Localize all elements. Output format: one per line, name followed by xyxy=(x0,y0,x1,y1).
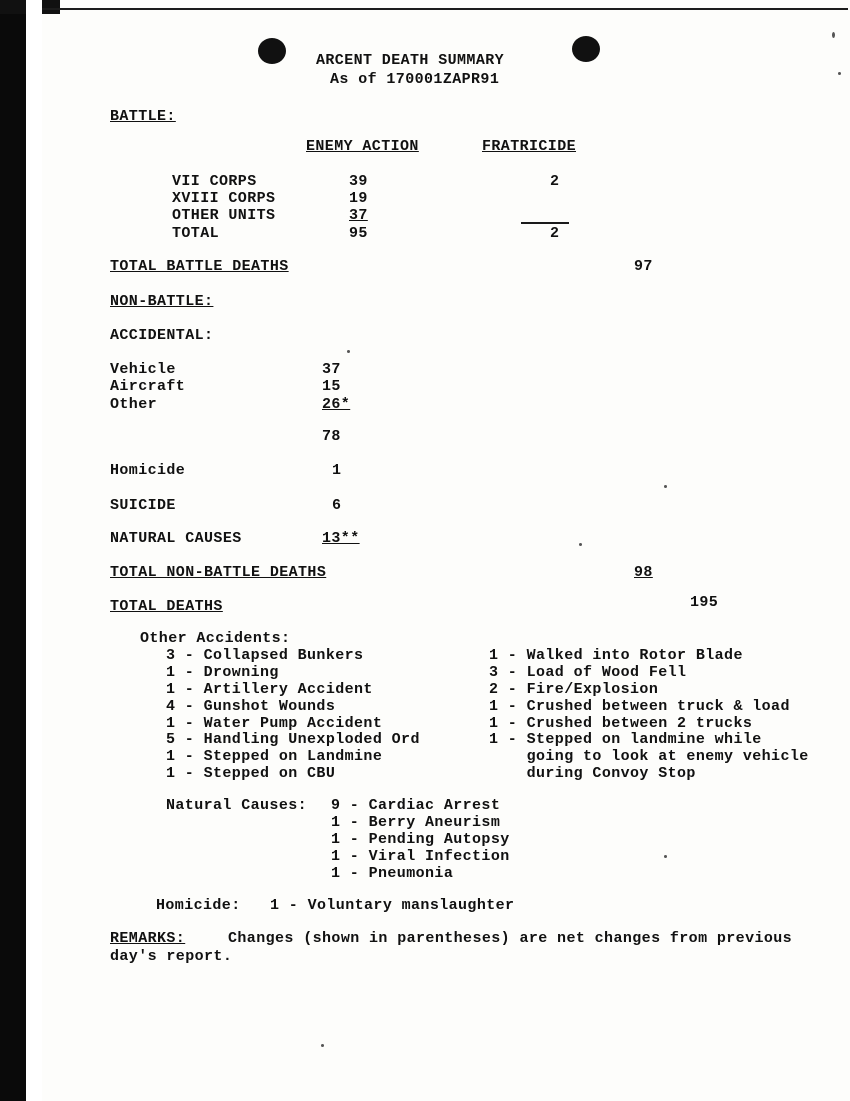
total-deaths-label: TOTAL DEATHS xyxy=(110,598,223,615)
natural-cause-item: 1 - Pending Autopsy xyxy=(331,831,510,848)
natural-causes-label: NATURAL CAUSES xyxy=(110,530,242,547)
natural-causes-value: 13** xyxy=(322,530,360,547)
fratricide-subtotal-rule xyxy=(521,222,569,224)
other-accident-item: 1 - Stepped on Landmine xyxy=(166,748,383,765)
remarks-line-1: Changes (shown in parentheses) are net changes from previous xyxy=(228,930,793,947)
document-title: ARCENT DEATH SUMMARY xyxy=(316,52,505,69)
other-accident-item: 4 - Gunshot Wounds xyxy=(166,698,336,715)
total-deaths-value: 195 xyxy=(690,594,719,611)
battle-row-fratricide: 2 xyxy=(550,225,560,242)
total-battle-deaths-label: TOTAL BATTLE DEATHS xyxy=(110,258,289,275)
homicide-detail-item: 1 - Voluntary manslaughter xyxy=(270,897,515,914)
battle-row-label: XVIII CORPS xyxy=(172,190,276,207)
natural-cause-item: 9 - Cardiac Arrest xyxy=(331,797,501,814)
battle-row-label: VII CORPS xyxy=(172,173,257,190)
remarks-line-2: day's report. xyxy=(110,948,233,965)
non-battle-heading: NON-BATTLE: xyxy=(110,293,214,310)
natural-cause-item: 1 - Pneumonia xyxy=(331,865,454,882)
other-accident-item: 1 - Crushed between 2 trucks xyxy=(489,715,753,732)
battle-row-enemy: 37 xyxy=(349,207,368,224)
battle-row-label: TOTAL xyxy=(172,225,220,242)
natural-causes-detail-heading: Natural Causes: xyxy=(166,797,308,814)
other-accident-item: during Convoy Stop xyxy=(489,765,696,782)
accidental-row-label: Aircraft xyxy=(110,378,186,395)
battle-row-enemy: 19 xyxy=(349,190,368,207)
other-accident-item: 3 - Load of Wood Fell xyxy=(489,664,687,681)
accidental-row-value: 26* xyxy=(322,396,351,413)
other-accident-item: 3 - Collapsed Bunkers xyxy=(166,647,364,664)
other-accident-item: 1 - Artillery Accident xyxy=(166,681,373,698)
accidental-total-value: 78 xyxy=(322,428,341,445)
natural-cause-item: 1 - Viral Infection xyxy=(331,848,510,865)
battle-heading: BATTLE: xyxy=(110,108,176,125)
other-accident-item: 1 - Walked into Rotor Blade xyxy=(489,647,743,664)
remarks-label: REMARKS: xyxy=(110,930,186,947)
total-battle-deaths-value: 97 xyxy=(634,258,653,275)
other-accident-item: 1 - Stepped on landmine while xyxy=(489,731,762,748)
suicide-label: SUICIDE xyxy=(110,497,176,514)
battle-row-enemy: 39 xyxy=(349,173,368,190)
other-accident-item: 1 - Stepped on CBU xyxy=(166,765,336,782)
battle-row-fratricide: 2 xyxy=(550,173,560,190)
homicide-label: Homicide xyxy=(110,462,186,479)
battle-row-enemy: 95 xyxy=(349,225,368,242)
accidental-row-value: 37 xyxy=(322,361,341,378)
other-accident-item: 5 - Handling Unexploded Ord xyxy=(166,731,420,748)
other-accident-item: going to look at enemy vehicle xyxy=(489,748,809,765)
other-accident-item: 1 - Crushed between truck & load xyxy=(489,698,790,715)
document-subtitle: As of 170001ZAPR91 xyxy=(330,71,500,88)
natural-cause-item: 1 - Berry Aneurism xyxy=(331,814,501,831)
suicide-value: 6 xyxy=(332,497,342,514)
battle-row-label: OTHER UNITS xyxy=(172,207,276,224)
accidental-heading: ACCIDENTAL: xyxy=(110,327,214,344)
other-accident-item: 1 - Drowning xyxy=(166,664,279,681)
accidental-row-label: Vehicle xyxy=(110,361,176,378)
other-accident-item: 1 - Water Pump Accident xyxy=(166,715,383,732)
homicide-value: 1 xyxy=(332,462,342,479)
accidental-row-label: Other xyxy=(110,396,158,413)
accidental-row-value: 15 xyxy=(322,378,341,395)
other-accident-item: 2 - Fire/Explosion xyxy=(489,681,659,698)
other-accidents-heading: Other Accidents: xyxy=(140,630,291,647)
column-header-fratricide: FRATRICIDE xyxy=(482,138,577,155)
total-non-battle-deaths-label: TOTAL NON-BATTLE DEATHS xyxy=(110,564,327,581)
total-non-battle-deaths-value: 98 xyxy=(634,564,653,581)
homicide-detail-heading: Homicide: xyxy=(156,897,241,914)
column-header-enemy-action: ENEMY ACTION xyxy=(306,138,419,155)
